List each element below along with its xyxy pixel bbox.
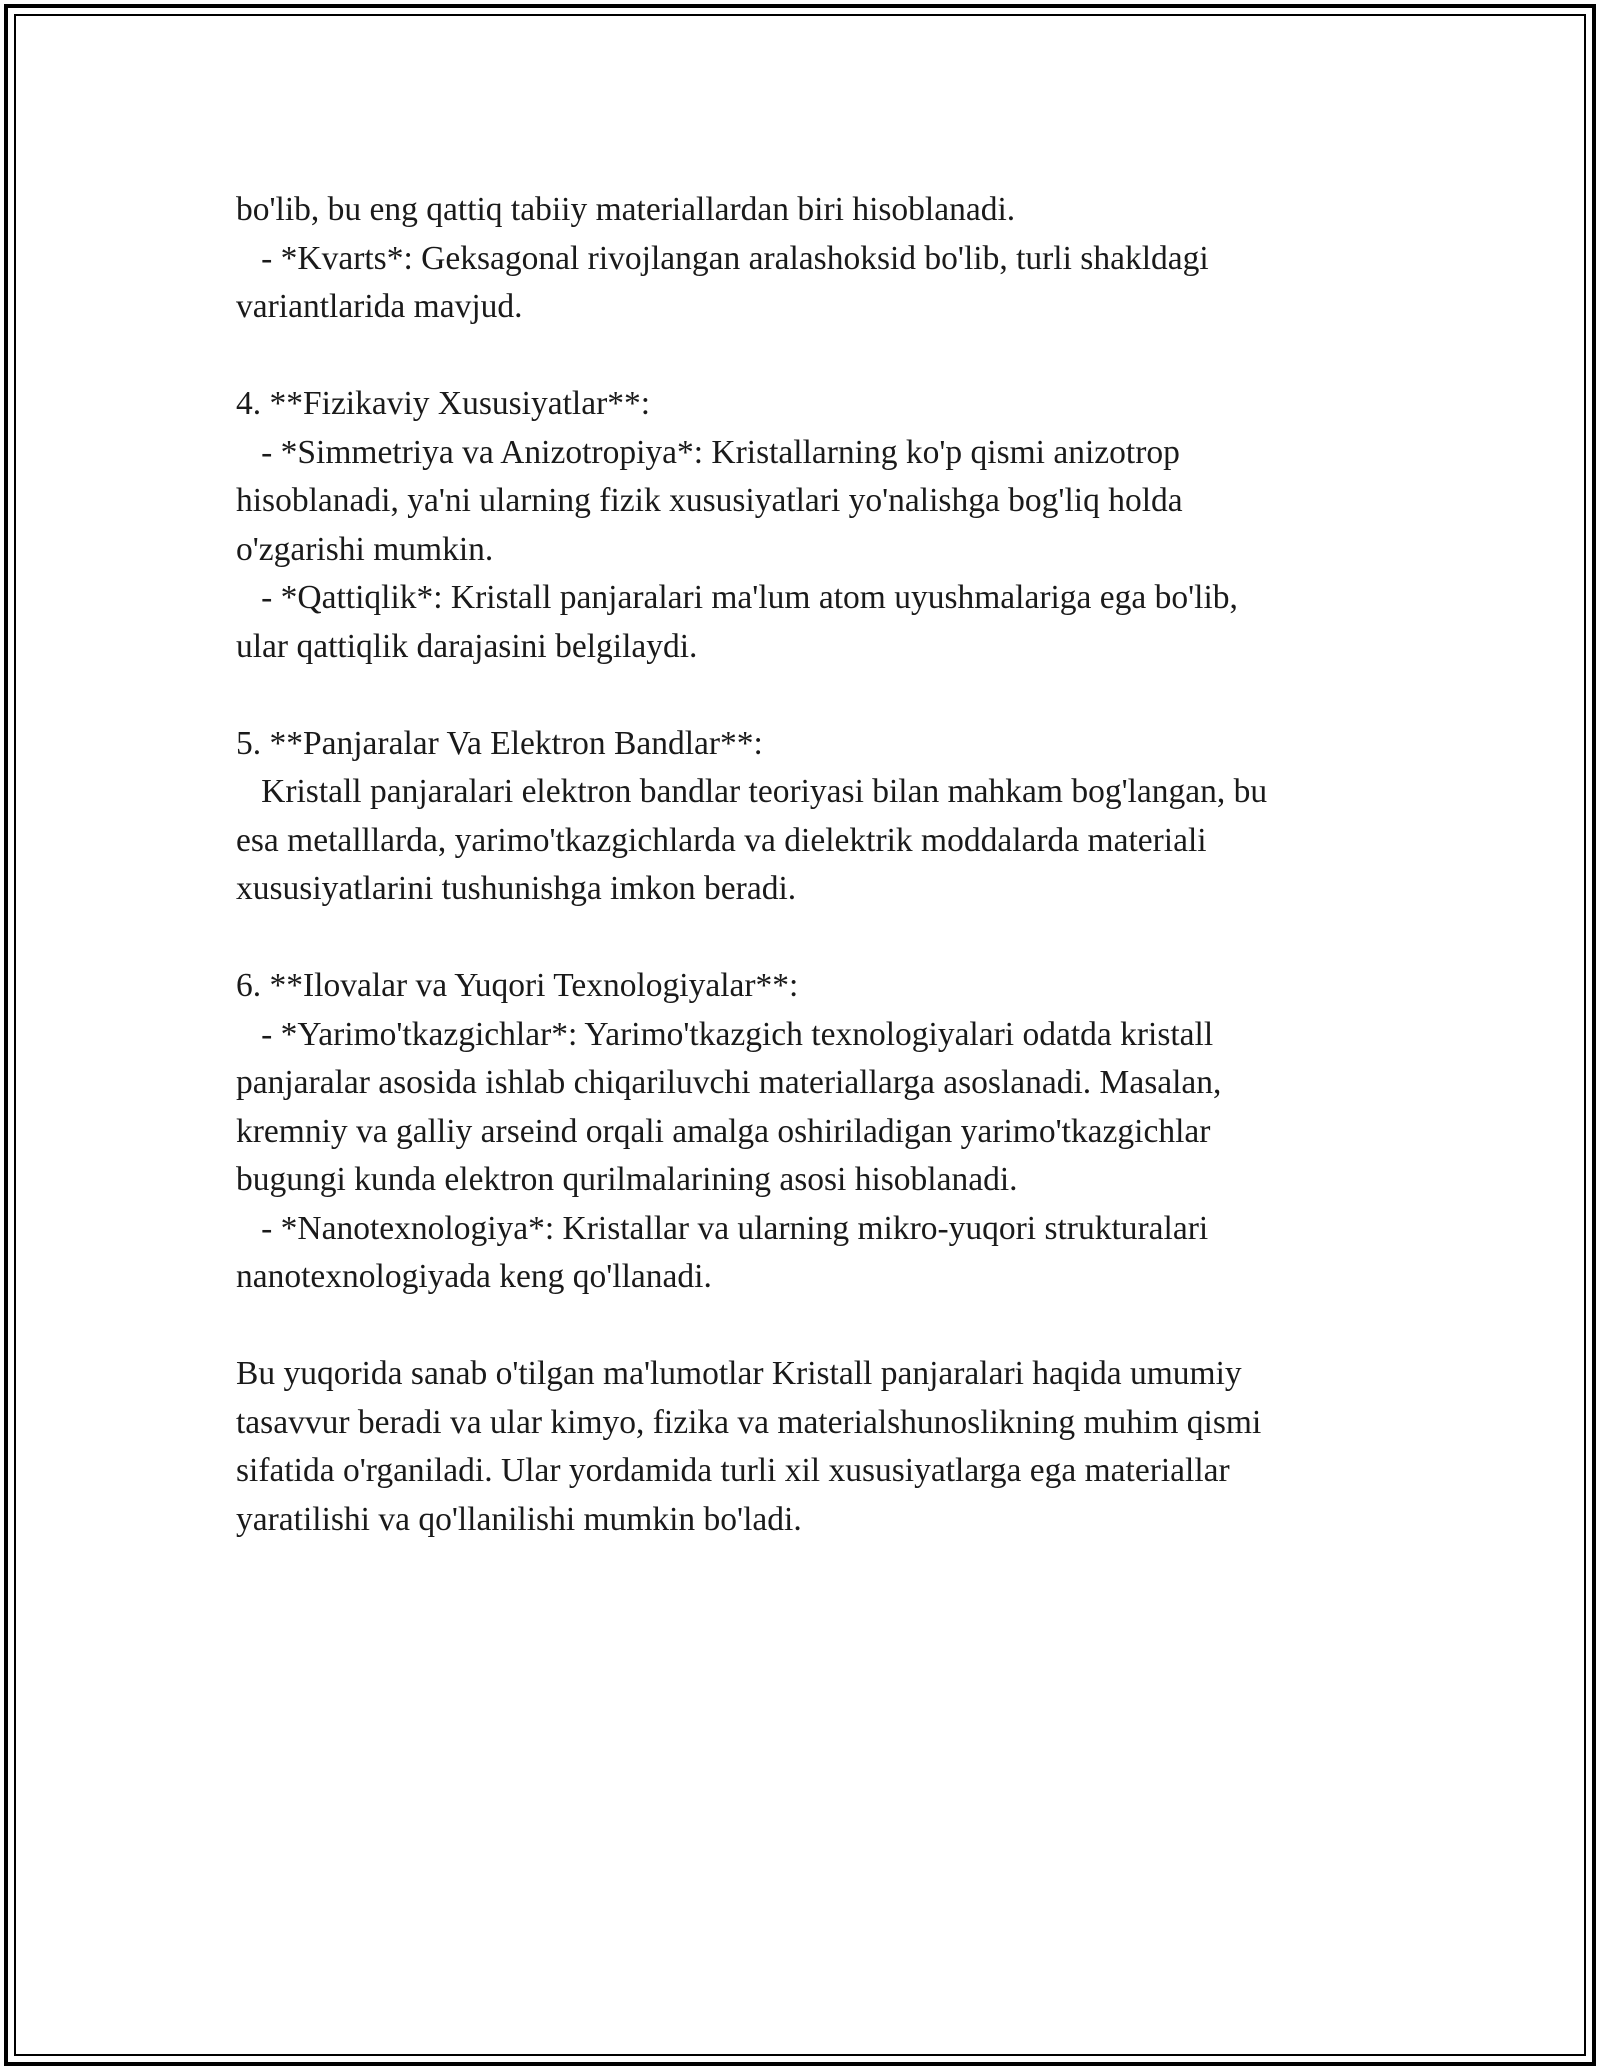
text-line: Kristall panjaralari elektron bandlar teoriyasi bilan mahkam bog'langan, bu [236,773,1268,810]
text-line: o'zgarishi mumkin. [236,530,494,568]
text-line: bugungi kunda elektron qurilmalarining asosi hisoblanadi. [236,1161,1018,1198]
blank-line [236,671,1396,720]
blank-line [236,914,1396,963]
text-line: hisoblanadi, ya'ni ularning fizik xususiyatlari yo'nalishga bog'liq holda [236,482,1183,519]
text-line: sifatida o'rganiladi. Ular yordamida turli xil xususiyatlarga ega materiallar [236,1452,1230,1489]
text-line: nanotexnologiyada keng qo'llanadi. [236,1258,712,1295]
text-line: - *Nanotexnologiya*: Kristallar va ularning mikro-yuqori strukturalari [236,1209,1209,1247]
section-heading: 6. **Ilovalar va Yuqori Texnologiyalar**: [236,967,799,1004]
blank-line [236,332,1396,381]
text-line: - *Simmetriya va Anizotropiya*: Kristallarning ko'p qismi anizotrop [236,433,1180,471]
text-line: Bu yuqorida sanab o'tilgan ma'lumotlar Kristall panjaralari haqida umumiy [236,1355,1242,1392]
text-line: kremniy va galliy arseind orqali amalga oshiriladigan yarimo'tkazgichlar [236,1112,1211,1150]
text-line: - *Yarimo'tkazgichlar*: Yarimo'tkazgich texnologiyalari odatda kristall [236,1015,1214,1053]
text-line: xususiyatlarini tushunishga imkon beradi. [236,870,797,907]
document-body [236,186,1396,1544]
text-line: - *Qattiqlik*: Kristall panjaralari ma'lum atom uyushmalariga ega bo'lib, [236,579,1238,616]
text-line: bo'lib, bu eng qattiq tabiiy materiallardan biri hisoblanadi. [236,191,1016,228]
text-line: ular qattiqlik darajasini belgilaydi. [236,627,698,665]
text-line: panjaralar asosida ishlab chiqariluvchi materiallarga asoslanadi. Masalan, [236,1064,1222,1101]
section-heading: 5. **Panjaralar Va Elektron Bandlar**: [236,724,763,762]
text-line: - *Kvarts*: Geksagonal rivojlangan aralashoksid bo'lib, turli shakldagi [236,239,1209,277]
text-line: variantlarida mavjud. [236,288,523,325]
text-line: yaratilishi va qo'llanilishi mumkin bo'ladi. [236,1500,802,1538]
text-line: tasavvur beradi va ular kimyo, fizika va materialshunoslikning muhim qismi [236,1403,1262,1441]
blank-line [236,1302,1396,1351]
text-line: esa metalllarda, yarimo'tkazgichlarda va dielektrik moddalarda materiali [236,821,1207,859]
section-heading: 4. **Fizikaviy Xususiyatlar**: [236,385,651,422]
